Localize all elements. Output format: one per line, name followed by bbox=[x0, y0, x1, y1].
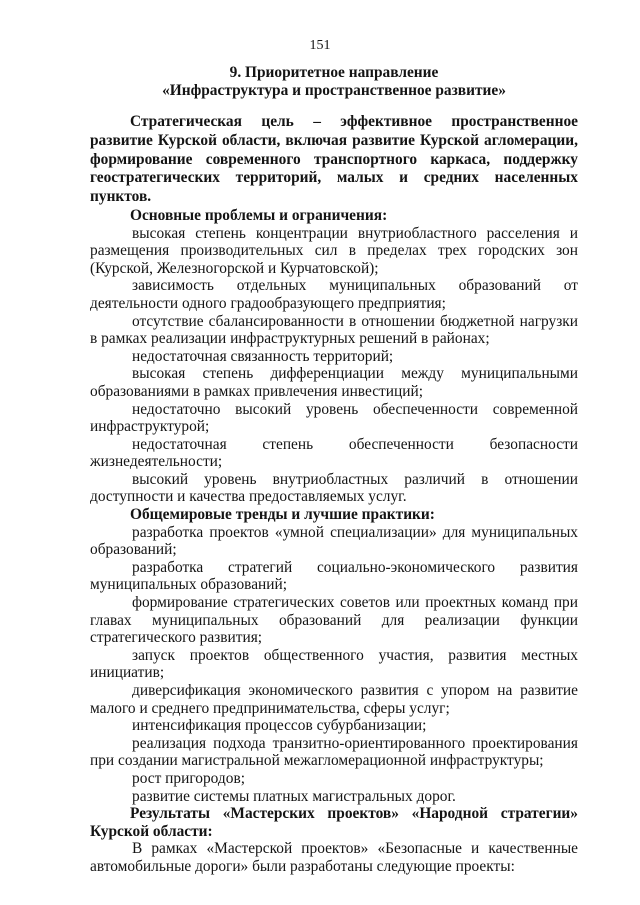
results-intro: В рамках «Мастерской проектов» «Безопасные и качественные автомобильные дороги» были разработаны следующие проекты: bbox=[90, 840, 578, 875]
section-title-line-1: 9. Приоритетное направление bbox=[229, 64, 439, 81]
problem-item: недостаточная связанность территорий; bbox=[132, 347, 394, 365]
trends-heading: Общемировые тренды и лучшие практики: bbox=[130, 506, 435, 524]
page-number: 151 bbox=[309, 38, 331, 53]
problem-item: высокая степень дифференциации между муниципальными образованиями в рамках привлечения инвестиций; bbox=[90, 365, 578, 400]
problems-heading: Основные проблемы и ограничения: bbox=[130, 206, 388, 224]
strategic-goal: Стратегическая цель – эффективное пространственное развитие Курской области, включая развитие Курской агломерации, формирование современного транспортного каркаса, поддержку геостратегических территорий, малых и средних населенных пунктов. bbox=[90, 113, 578, 206]
trend-item: разработка проектов «умной специализации» для муниципальных образований; bbox=[90, 523, 578, 559]
problem-item: недостаточно высокий уровень обеспеченности современной инфраструктурой; bbox=[90, 400, 578, 436]
problem-item: зависимость отдельных муниципальных образований от деятельности одного градообразующего предприятия; bbox=[90, 277, 578, 312]
trend-item: разработка стратегий социально-экономического развития муниципальных образований; bbox=[90, 558, 578, 594]
section-title-line-2: «Инфраструктура и пространственное развитие» bbox=[162, 82, 506, 99]
problem-item: отсутствие сбалансированности в отношении бюджетной нагрузки в рамках реализации инфраструктурных решений в районах; bbox=[90, 312, 578, 348]
trend-item: интенсификация процессов субурбанизации; bbox=[132, 717, 427, 735]
problem-item: высокая степень концентрации внутриобластного расселения и размещения производительных сил в пределах трех городских зон (Курской, Железногорской и Курчатовской); bbox=[90, 224, 578, 277]
trend-item: диверсификация экономического развития с упором на развитие малого и среднего предпринимательства, сферы услуг; bbox=[90, 682, 578, 717]
section-title bbox=[90, 64, 578, 100]
trend-item: рост пригородов; bbox=[132, 769, 245, 787]
problem-item: недостаточная степень обеспеченности безопасности жизнедеятельности; bbox=[90, 435, 578, 471]
trend-item: реализация подхода транзитно-ориентированного проектирования при создании магистральной межагломерационной инфраструктуры; bbox=[90, 734, 578, 770]
trend-item: запуск проектов общественного участия, развития местных инициатив; bbox=[90, 646, 578, 682]
trend-item: формирование стратегических советов или проектных команд при главах муниципальных образований для реализации функции стратегического развития; bbox=[90, 594, 578, 647]
trend-item: развитие системы платных магистральных дорог. bbox=[132, 787, 456, 805]
results-heading: Результаты «Мастерских проектов» «Народной стратегии» Курской области: bbox=[90, 805, 578, 840]
problem-item: высокий уровень внутриобластных различий в отношении доступности и качества предоставляемых услуг. bbox=[90, 470, 578, 506]
document-body bbox=[90, 113, 578, 876]
